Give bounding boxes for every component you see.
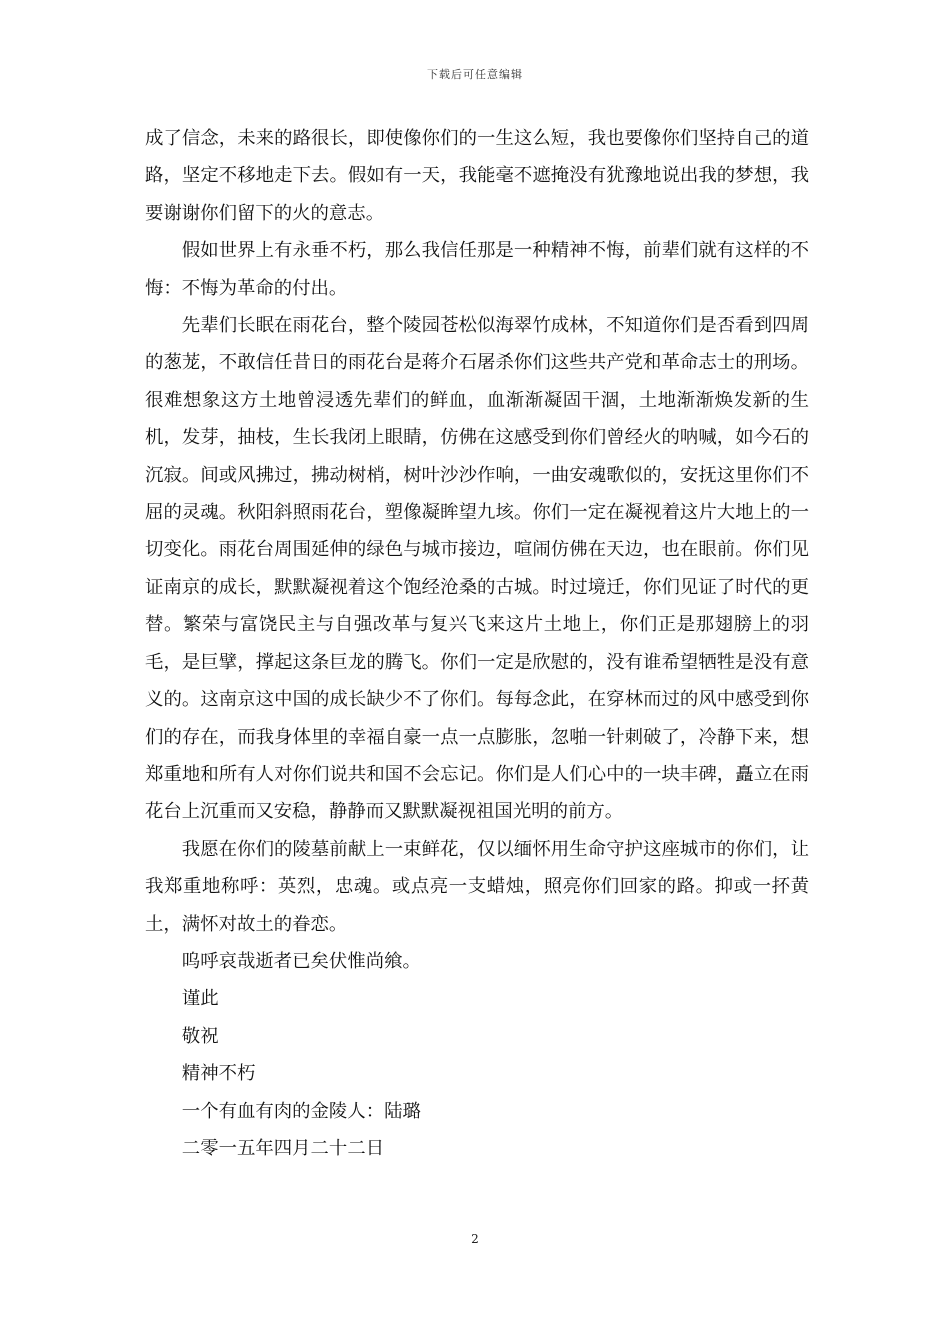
paragraph-offering: 我愿在你们的陵墓前献上一束鲜花，仅以缅怀用生命守护这座城市的你们，让我郑重地称呼：英烈，忠魂。或点亮一支蜡烛，照亮你们回家的路。抑或一抔黄土，满怀对故土的眷恋。 [145, 838, 809, 935]
paragraph-lament: 呜呼哀哉逝者已矣伏惟尚飨。 [181, 950, 421, 972]
document-body [145, 120, 809, 1167]
closing-jinci: 谨此 [181, 988, 219, 1010]
signature-author: 一个有血有肉的金陵人：陆璐 [181, 1100, 421, 1122]
page-number: 2 [471, 1232, 479, 1246]
paragraph-immortal-spirit: 假如世界上有永垂不朽，那么我信任那是一种精神不悔，前辈们就有这样的不悔：不悔为革命的付出。 [145, 240, 809, 299]
paragraph-yuhuatai: 先辈们长眠在雨花台，整个陵园苍松似海翠竹成林，不知道你们是否看到四周的葱茏，不敢信任昔日的雨花台是蒋介石屠杀你们这些共产党和革命志士的刑场。很难想象这方土地曾浸透先辈们的鲜血，血渐渐凝固干涸，土地渐渐焕发新的生机，发芽，抽枝，生长我闭上眼睛，仿佛在这感受到你们曾经火的呐喊，如今石的沉寂。间或风拂过，拂动树梢，树叶沙沙作响，一曲安魂歌似的，安抚这里你们不屈的灵魂。秋阳斜照雨花台，塑像凝眸望九垓。你们一定在凝视着这片大地上的一切变化。雨花台周围延伸的绿色与城市接边，喧闹仿佛在天边，也在眼前。你们见证南京的成长，默默凝视着这个饱经沧桑的古城。时过境迁，你们见证了时代的更替。繁荣与富饶民主与自强改革与复兴飞来这片土地上，你们正是那翅膀上的羽毛，是巨擘，撑起这条巨龙的腾飞。你们一定是欣慰的，没有谁希望牺牲是没有意义的。这南京这中国的成长缺少不了你们。每每念此，在穿林而过的风中感受到你们的存在，而我身体里的幸福自豪一点一点膨胀，忽啪一针刺破了，冷静下来，想郑重地和所有人对你们说共和国不会忘记。你们是人们心中的一块丰碑，矗立在雨花台上沉重而又安稳，静静而又默默凝视祖国光明的前方。 [145, 315, 809, 823]
closing-wish: 精神不朽 [181, 1063, 256, 1085]
closing-jingzhu: 敬祝 [181, 1025, 219, 1047]
signature-date: 二零一五年四月二十二日 [181, 1137, 385, 1159]
paragraph-continuation: 成了信念，未来的路很长，即使像你们的一生这么短，我也要像你们坚持自己的道路，坚定不移地走下去。假如有一天，我能毫不遮掩没有犹豫地说出我的梦想，我要谢谢你们留下的火的意志。 [145, 128, 809, 224]
page-header: 下载后可任意编辑 [427, 68, 523, 81]
